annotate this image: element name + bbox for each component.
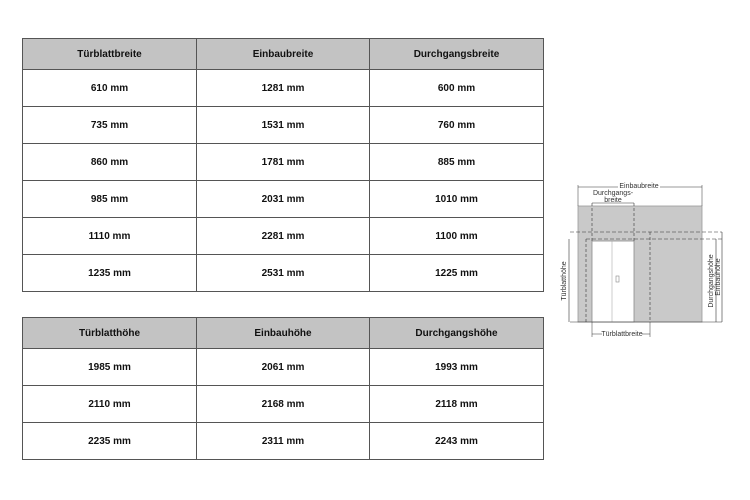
- cell: 2118 mm: [370, 386, 544, 423]
- header-durchgangshoehe: Durchgangshöhe: [370, 318, 544, 349]
- cell: 610 mm: [23, 70, 197, 107]
- cell: 760 mm: [370, 107, 544, 144]
- table-row: [23, 70, 544, 107]
- label-einbauhoehe: Einbauhöhe: [715, 258, 722, 296]
- cell: 2311 mm: [197, 423, 370, 460]
- height-table-header-row: [23, 318, 544, 349]
- cell: 1281 mm: [197, 70, 370, 107]
- door-leaf: [592, 241, 634, 322]
- cell: 1110 mm: [23, 218, 197, 255]
- cell: 1781 mm: [197, 144, 370, 181]
- table-row: [23, 107, 544, 144]
- label-durchgangshoehe: Durchgangshöhe: [708, 254, 715, 308]
- label-durchgangs: Durchgangs-: [592, 190, 634, 197]
- cell: 985 mm: [23, 181, 197, 218]
- cell: 735 mm: [23, 107, 197, 144]
- label-breite: breite: [604, 197, 622, 204]
- cell: 885 mm: [370, 144, 544, 181]
- table-row: [23, 386, 544, 423]
- cell: 1985 mm: [23, 349, 197, 386]
- cell: 1993 mm: [370, 349, 544, 386]
- cell: 860 mm: [23, 144, 197, 181]
- cell: 2031 mm: [197, 181, 370, 218]
- label-tuerblatthoehe: Türblatthöhe: [561, 261, 568, 301]
- table-row: [23, 181, 544, 218]
- width-table-header-row: [23, 39, 544, 70]
- header-einbauhoehe: Einbauhöhe: [197, 318, 370, 349]
- cell: 600 mm: [370, 70, 544, 107]
- cell: 1225 mm: [370, 255, 544, 292]
- header-tuerblattbreite: Türblattbreite: [23, 39, 197, 70]
- cell: 1235 mm: [23, 255, 197, 292]
- header-tuerblatthoehe: Türblatthöhe: [23, 318, 197, 349]
- header-einbaubreite: Einbaubreite: [197, 39, 370, 70]
- cell: 2061 mm: [197, 349, 370, 386]
- height-table: [22, 317, 544, 460]
- door-dimension-diagram: [550, 175, 735, 345]
- cell: 2531 mm: [197, 255, 370, 292]
- width-table: [22, 38, 544, 292]
- cell: 1531 mm: [197, 107, 370, 144]
- cell: 1010 mm: [370, 181, 544, 218]
- label-tuerblattbreite: Türblattbreite: [601, 331, 643, 338]
- cell: 2110 mm: [23, 386, 197, 423]
- table-row: [23, 255, 544, 292]
- cell: 2235 mm: [23, 423, 197, 460]
- table-row: [23, 349, 544, 386]
- table-row: [23, 423, 544, 460]
- label-einbaubreite: Einbaubreite: [619, 183, 659, 190]
- cell: 2243 mm: [370, 423, 544, 460]
- cell: 2281 mm: [197, 218, 370, 255]
- cell: 2168 mm: [197, 386, 370, 423]
- header-durchgangsbreite: Durchgangsbreite: [370, 39, 544, 70]
- table-row: [23, 144, 544, 181]
- cell: 1100 mm: [370, 218, 544, 255]
- table-row: [23, 218, 544, 255]
